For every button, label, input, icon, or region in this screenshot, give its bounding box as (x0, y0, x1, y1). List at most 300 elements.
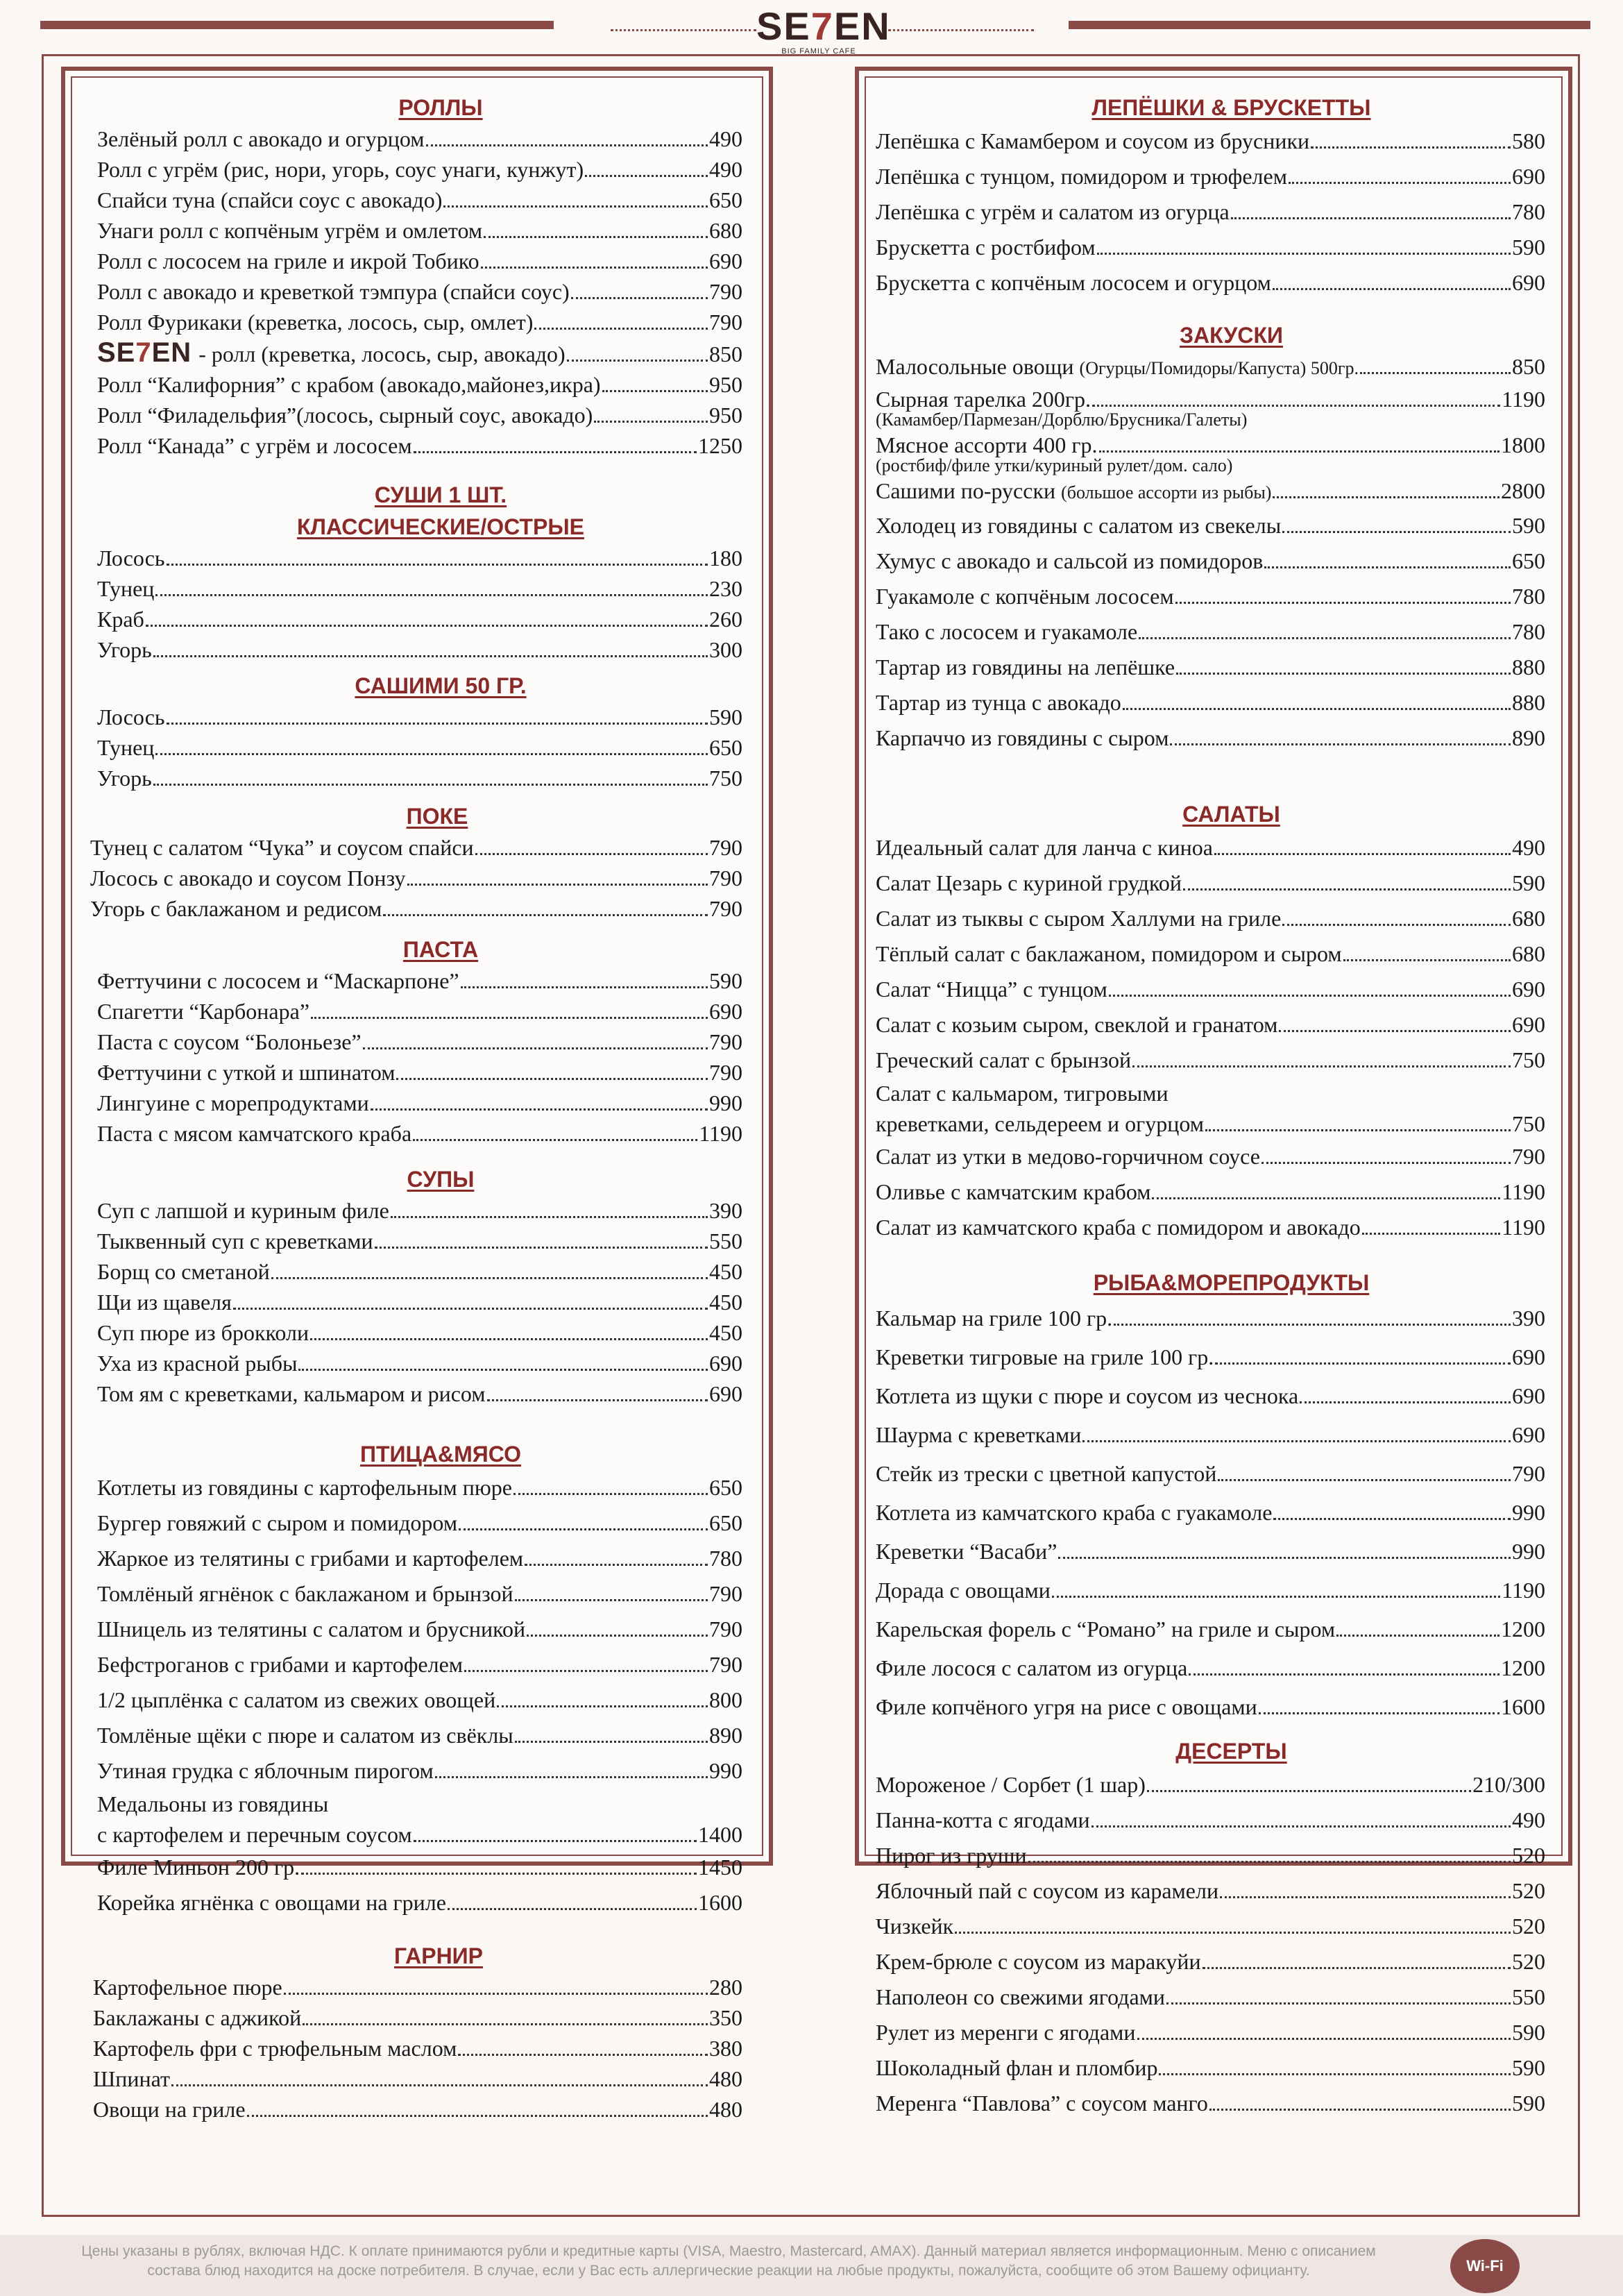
dot-leader (1097, 253, 1511, 255)
menu-item-price: 550 (1512, 1984, 1545, 2009)
dot-leader (298, 1369, 708, 1371)
menu-item-name: Краб (97, 607, 144, 632)
menu-item-price: 650 (709, 187, 742, 212)
menu-item-price: 690 (709, 1381, 742, 1406)
menu-item-price: 590 (709, 968, 742, 993)
section-title-salads: САЛАТЫ (1182, 802, 1280, 827)
menu-item-name: Суп с лапшой и куриным филе (97, 1198, 389, 1223)
menu-item (876, 2086, 1545, 2121)
menu-item (876, 159, 1545, 194)
menu-item (97, 246, 742, 276)
menu-item (97, 369, 742, 400)
dot-leader (284, 1993, 708, 1995)
header-bar-right (1069, 21, 1590, 29)
dot-leader (1203, 1967, 1511, 1969)
menu-item (876, 1610, 1545, 1648)
squid-salad-line2: креветками, сельдереем и огурцом (876, 1111, 1205, 1136)
menu-item (876, 2050, 1545, 2086)
menu-item-price: 490 (709, 126, 742, 151)
menu-item-name: Паста с соусом “Болоньезе” (97, 1029, 362, 1054)
dot-leader (301, 1873, 697, 1875)
menu-item-price: 680 (1512, 906, 1545, 931)
menu-item-name: Салат из тыквы с сыром Халлуми на гриле (876, 906, 1282, 931)
menu-item-price: 450 (709, 1259, 742, 1284)
menu-item (90, 832, 742, 863)
menu-item-name: Шницель из телятины с салатом и брусникой (97, 1617, 526, 1641)
menu-item (876, 1767, 1545, 1803)
desserts-list (876, 1767, 1545, 2121)
sushi-list (97, 543, 742, 665)
dot-leader (146, 625, 708, 627)
menu-item-name: Бефстроганов с грибами и картофелем (97, 1652, 464, 1677)
menu-item-name: Оливье с камчатским крабом (876, 1179, 1151, 1204)
menu-item-price: 520 (1512, 1914, 1545, 1939)
menu-item-price: 1600 (698, 1890, 742, 1915)
dot-leader (167, 723, 708, 725)
menu-item-price: 690 (709, 248, 742, 273)
menu-item-name: Филе копчёного угря на рисе с овощами (876, 1694, 1257, 1719)
menu-item-name: Лепёшка с Камамбером и соусом из брусники (876, 128, 1310, 153)
menu-item-price: 520 (1512, 1843, 1545, 1868)
menu-item (97, 337, 742, 369)
snacks-list (876, 508, 1545, 756)
dot-leader (525, 1564, 708, 1566)
section-title-fish: РЫБА&МОРЕПРОДУКТЫ (1093, 1270, 1370, 1295)
menu-item (876, 614, 1545, 650)
menu-item-price: 650 (1512, 548, 1545, 573)
menu-item-name: Салат Цезарь с куриной грудкой (876, 870, 1182, 895)
menu-item (97, 1718, 742, 1753)
snack-pickles: Малосольные овощи (Огурцы/Помидоры/Капуста) 500гр. 850 (876, 354, 1545, 379)
menu-item-price: 390 (1512, 1306, 1545, 1331)
dot-leader (484, 236, 708, 238)
menu-item (97, 702, 742, 732)
menu-item-name: Стейк из трески с цветной капустой (876, 1461, 1217, 1486)
menu-item-name: Брускетта с копчёным лососем и огурцом (876, 270, 1271, 295)
menu-item (876, 1007, 1545, 1043)
menu-item-name: Яблочный пай с соусом из карамели (876, 1878, 1219, 1903)
menu-item (876, 1571, 1545, 1610)
menu-item-price: 890 (1512, 725, 1545, 750)
menu-item-name: Ролл “Филадельфия”(лосось, сырный соус, авокадо) (97, 403, 593, 428)
brand-inline-logo: SE7EN (97, 337, 192, 368)
section-title-poke: ПОКЕ (406, 804, 468, 829)
menu-item-price: 1600 (1501, 1694, 1545, 1719)
menu-item-price: 690 (1512, 1344, 1545, 1369)
menu-item-name: Наполеон со свежими ягодами (876, 1984, 1166, 2009)
dot-leader (594, 421, 708, 423)
footer (0, 2235, 1623, 2296)
menu-item (876, 508, 1545, 543)
dot-leader (1336, 1635, 1499, 1637)
menu-item-name: Картофель фри с трюфельным маслом (93, 2036, 457, 2061)
menu-item-name: Тартар из тунца с авокадо (876, 690, 1121, 715)
menu-item (876, 1454, 1545, 1493)
dot-leader (1218, 1479, 1511, 1481)
dot-leader (153, 784, 708, 786)
menu-item (97, 400, 742, 430)
dot-leader (1279, 1030, 1511, 1032)
menu-item-price: 990 (709, 1090, 742, 1115)
menu-item-name: Панна-котта с ягодами (876, 1807, 1090, 1832)
section-title-sushi-sub: КЛАССИЧЕСКИЕ/ОСТРЫЕ (297, 514, 584, 539)
dot-leader (1052, 1596, 1500, 1598)
menu-item-price: 590 (1512, 2020, 1545, 2045)
menu-item-price: 590 (1512, 235, 1545, 260)
header-dots-right (888, 29, 1034, 31)
dot-leader (271, 1277, 708, 1279)
menu-item-name: Лепёшка с угрём и салатом из огурца (876, 199, 1230, 224)
menu-item-name: Филе Миньон 200 гр. (97, 1855, 300, 1880)
menu-item-price: 950 (709, 372, 742, 397)
menu-item-price: 880 (1512, 690, 1545, 715)
dot-leader (391, 1216, 708, 1218)
menu-item-price: 690 (709, 999, 742, 1024)
menu-item-name: Гуакамоле с копчёным лососем (876, 584, 1174, 609)
menu-item-price: 580 (1512, 128, 1545, 153)
section-title-sushi: СУШИ 1 ШТ. (374, 482, 507, 507)
menu-item-price: 790 (709, 310, 742, 335)
menu-item-name: Ролл “Канада” с угрём и лососем (97, 433, 412, 458)
menu-item-price: 210/300 (1472, 1772, 1545, 1797)
menu-item (876, 1337, 1545, 1376)
menu-item-price: 790 (1512, 1461, 1545, 1486)
menu-item-price: 590 (1512, 513, 1545, 538)
menu-item-price: 520 (1512, 1949, 1545, 1974)
dot-leader (1231, 217, 1511, 219)
dot-leader (1175, 602, 1511, 604)
section-title-meat: ПТИЦА&МЯСО (360, 1442, 521, 1467)
dot-leader (461, 986, 708, 988)
menu-item (876, 1043, 1545, 1078)
menu-item-price: 950 (709, 403, 742, 428)
header-dots-left (611, 29, 756, 31)
wifi-badge: Wi-Fi (1450, 2239, 1520, 2293)
menu-item-name: Суп пюре из брокколи (97, 1320, 309, 1345)
menu-item (876, 830, 1545, 866)
dot-leader (1215, 1362, 1511, 1365)
menu-item-name: Тёплый салат с баклажаном, помидором и сыром (876, 941, 1342, 966)
dot-leader (1220, 1896, 1511, 1898)
dot-leader (407, 884, 708, 886)
menu-item (876, 1873, 1545, 1909)
menu-item (97, 1885, 742, 1921)
menu-item-price: 790 (709, 896, 742, 921)
dot-leader (1147, 1790, 1471, 1792)
menu-item-price: 690 (1512, 1422, 1545, 1447)
medallions-name-line2: с картофелем и перечным соусом (97, 1822, 412, 1847)
section-title-garnish: ГАРНИР (393, 1943, 484, 1968)
menu-item-name: Томлёный ягнёнок с баклажаном и брынзой (97, 1581, 513, 1606)
menu-item (97, 1088, 742, 1118)
menu-item (97, 1287, 742, 1317)
menu-item-name: - ролл (креветка, лосось, сыр, авокадо) (198, 341, 566, 366)
menu-item (97, 1682, 742, 1718)
menu-item-price: 990 (1512, 1500, 1545, 1525)
dot-leader (311, 1017, 708, 1019)
menu-item (876, 1648, 1545, 1687)
menu-item (97, 1027, 742, 1057)
menu-item-price: 490 (1512, 835, 1545, 860)
dot-leader (567, 360, 708, 362)
dot-leader (527, 1635, 708, 1637)
menu-item-price: 1250 (698, 433, 742, 458)
menu-item-name: Лепёшка с тунцом, помидором и трюфелем (876, 164, 1287, 189)
menu-item (97, 307, 742, 337)
dot-leader (1362, 1233, 1500, 1235)
footer-line-2: состава блюд находится на доске потребителя. В случае, если у Вас есть аллергические реакции на любые продукты, пожалуйста, сообщите об этом Вашему официанту. (147, 2263, 1310, 2279)
menu-item-name: Тунец (97, 735, 155, 760)
dot-leader (571, 297, 708, 299)
menu-item-price: 380 (709, 2036, 742, 2061)
menu-item (97, 1226, 742, 1256)
dot-leader (155, 753, 708, 755)
dot-leader (396, 1078, 708, 1080)
menu-item (876, 2015, 1545, 2050)
menu-item (876, 230, 1545, 265)
garnish-list (93, 1972, 742, 2125)
menu-item-price: 650 (709, 1475, 742, 1500)
snack-meat-sub: (ростбиф/филе утки/куриный рулет/дом. сало) (876, 455, 1233, 475)
menu-item-name: Лосось (97, 546, 165, 571)
snack-cheese: Сырная тарелка 200гр. 1190 (876, 387, 1545, 412)
menu-item-price: 1190 (1502, 1179, 1545, 1204)
dot-leader (1132, 1065, 1511, 1067)
menu-item-name: Тунец с салатом “Чука” и соусом спайси (90, 835, 474, 860)
menu-item-name: Тыквенный суп с креветками (97, 1229, 373, 1253)
section-title-rolls: РОЛЛЫ (398, 95, 483, 120)
salads-list (876, 830, 1545, 1078)
menu-item-price: 590 (709, 704, 742, 729)
menu-item-price: 1450 (698, 1855, 742, 1880)
dot-leader (1028, 1861, 1511, 1863)
menu-item (876, 1299, 1545, 1337)
menu-item (97, 1541, 742, 1576)
menu-item (97, 1647, 742, 1682)
salads-list-2 (876, 1139, 1545, 1245)
menu-item (876, 1980, 1545, 2015)
section-title-soups: СУПЫ (407, 1167, 475, 1192)
menu-item-price: 790 (709, 279, 742, 304)
menu-item (97, 185, 742, 215)
menu-item-price: 750 (709, 766, 742, 791)
menu-item-name: Ролл с угрём (рис, нори, угорь, соус унаги, кунжут) (97, 157, 584, 182)
menu-item (93, 2033, 742, 2063)
dot-leader (1152, 1197, 1500, 1199)
snack-meat: Мясное ассорти 400 гр. 1800 (876, 432, 1545, 457)
poke-list (90, 832, 742, 924)
dot-leader (481, 267, 708, 269)
dot-leader (171, 2084, 708, 2086)
section-title-desserts: ДЕСЕРТЫ (1175, 1739, 1287, 1764)
menu-item-price: 650 (709, 735, 742, 760)
menu-item (876, 1139, 1545, 1174)
menu-item-name: Угорь (97, 766, 152, 791)
menu-item (97, 1057, 742, 1088)
menu-item-name: Утиная грудка с яблочным пирогом (97, 1758, 434, 1783)
menu-item-name: Ролл с лососем на гриле и икрой Тобико (97, 248, 479, 273)
dot-leader (459, 1528, 708, 1530)
dot-leader (1082, 1440, 1511, 1442)
menu-item-price: 1190 (699, 1121, 742, 1146)
menu-item-name: Креветки тигровые на гриле 100 гр. (876, 1344, 1214, 1369)
dot-leader (1273, 288, 1511, 290)
menu-item (97, 1256, 742, 1287)
menu-item-name: Борщ со сметаной (97, 1259, 270, 1284)
menu-item (97, 1576, 742, 1612)
menu-item-name: Салат с козьим сыром, свеклой и гранатом (876, 1012, 1278, 1037)
snack-sashimi: Сашими по-русски (большое ассорти из рыбы) 2800 (876, 478, 1545, 503)
section-title-breads: ЛЕПЁШКИ & БРУСКЕТТЫ (1091, 95, 1371, 120)
dot-leader (1123, 708, 1511, 710)
menu-item-price: 850 (709, 341, 742, 366)
menu-item (876, 124, 1545, 159)
snack-cheese-sub: (Камамбер/Пармезан/Дорблю/Брусника/Галеты) (876, 410, 1248, 430)
medallions-item (97, 1789, 742, 1850)
dot-leader (1282, 924, 1511, 926)
dot-leader (435, 1776, 708, 1778)
menu-item-price: 990 (1512, 1539, 1545, 1564)
dot-leader (1058, 1557, 1511, 1559)
menu-item (97, 1753, 742, 1789)
menu-item-name: Уха из красной рыбы (97, 1351, 298, 1376)
menu-item-name: Щи из щавеля (97, 1290, 232, 1315)
menu-item-name: Кальмар на гриле 100 гр. (876, 1306, 1113, 1331)
menu-item-name: Шоколадный флан и пломбир (876, 2055, 1158, 2080)
menu-item (97, 1348, 742, 1378)
menu-item (876, 685, 1545, 720)
menu-item-name: Греческий салат с брынзой (876, 1047, 1132, 1072)
dot-leader (1264, 566, 1511, 568)
menu-item (97, 1118, 742, 1149)
dot-leader (414, 451, 697, 453)
squid-salad-price: 750 (1512, 1111, 1545, 1136)
breads-list (876, 124, 1545, 301)
dot-leader (310, 1338, 708, 1340)
menu-item (876, 1210, 1545, 1245)
menu-item-price: 550 (709, 1229, 742, 1253)
menu-item-price: 800 (709, 1687, 742, 1712)
dot-leader (1170, 743, 1511, 745)
menu-item (876, 1838, 1545, 1873)
menu-item-price: 450 (709, 1320, 742, 1345)
dot-leader (383, 914, 708, 916)
menu-item-price: 1190 (1502, 1215, 1545, 1240)
menu-item-name: Котлета из щуки с пюре и соусом из чеснока (876, 1383, 1299, 1408)
dot-leader (602, 390, 708, 392)
menu-item-name: Брускетта с ростбифом (876, 235, 1096, 260)
section-title-snacks: ЗАКУСКИ (1179, 323, 1284, 348)
menu-item (97, 276, 742, 307)
menu-item-name: Лосось с авокадо и соусом Понзу (90, 866, 406, 890)
menu-item-price: 790 (709, 1617, 742, 1641)
menu-item-name: Тунец (97, 576, 155, 601)
dot-leader (1273, 1518, 1511, 1520)
squid-salad-line1: Салат с кальмаром, тигровыми (876, 1081, 1169, 1106)
menu-item (97, 965, 742, 996)
footer-line-1: Цены указаны в рублях, включая НДС. К оплате принимаются рубли и кредитные карты (VISA, Maestro, Mastercard, AMAX). Данный материал является информационным. Меню с описанием (81, 2243, 1376, 2259)
menu-item-name: Котлеты из говядины с картофельным пюре (97, 1475, 512, 1500)
menu-item-price: 280 (709, 1975, 742, 2000)
menu-item-price: 590 (1512, 870, 1545, 895)
menu-item-price: 890 (709, 1723, 742, 1748)
menu-item-price: 590 (1512, 2055, 1545, 2080)
dot-leader (458, 2054, 708, 2056)
menu-item-price: 990 (709, 1758, 742, 1783)
menu-item-price: 1200 (1501, 1617, 1545, 1641)
menu-item-price: 520 (1512, 1878, 1545, 1903)
menu-item-price: 780 (709, 1546, 742, 1571)
menu-item (93, 2002, 742, 2033)
menu-item (876, 1415, 1545, 1454)
menu-item (97, 634, 742, 665)
menu-item (876, 579, 1545, 614)
menu-item-price: 390 (709, 1198, 742, 1223)
menu-item (90, 863, 742, 893)
menu-item (97, 1505, 742, 1541)
menu-item-price: 790 (709, 1029, 742, 1054)
dot-leader (1189, 1673, 1499, 1675)
rolls-list (97, 124, 742, 461)
menu-item-price: 750 (1512, 1047, 1545, 1072)
menu-item (97, 1195, 742, 1226)
dot-leader (153, 655, 708, 657)
menu-item-name: Рулет из меренги с ягодами (876, 2020, 1136, 2045)
menu-item-price: 690 (709, 1351, 742, 1376)
menu-item-price: 690 (1512, 1383, 1545, 1408)
menu-item (97, 573, 742, 604)
menu-item-name: Салат из утки в медово-горчичном соусе (876, 1144, 1260, 1169)
menu-item (876, 1376, 1545, 1415)
menu-item-price: 790 (709, 1060, 742, 1085)
menu-item-name: Лингуине с морепродуктами (97, 1090, 369, 1115)
menu-item-price: 790 (709, 866, 742, 890)
dot-leader (1176, 673, 1511, 675)
menu-item-price: 780 (1512, 584, 1545, 609)
brand-tagline: BIG FAMILY CAFE (781, 47, 856, 56)
menu-item-name: Идеальный салат для ланча с киноа (876, 835, 1213, 860)
dot-leader (1109, 995, 1511, 997)
squid-salad-item (876, 1078, 1545, 1139)
dot-leader (426, 144, 708, 146)
menu-item-name: Мороженое / Сорбет (1 шар) (876, 1772, 1146, 1797)
menu-item-price: 790 (709, 835, 742, 860)
menu-item-price: 180 (709, 546, 742, 571)
menu-item-name: Спайси туна (спайси соус с авокадо) (97, 187, 443, 212)
menu-item-price: 790 (709, 1652, 742, 1677)
menu-item (93, 2094, 742, 2125)
medallions-price: 1400 (698, 1822, 742, 1847)
menu-item-name: Корейка ягнёнка с овощами на гриле (97, 1890, 446, 1915)
menu-item (97, 430, 742, 461)
dot-leader (1091, 1825, 1511, 1827)
dot-leader (1183, 888, 1511, 890)
dot-leader (167, 564, 708, 566)
brand-logo: SE7EN BIG FAMILY CAFE (756, 4, 891, 56)
menu-item-price: 880 (1512, 655, 1545, 679)
menu-item-price: 680 (1512, 941, 1545, 966)
dot-leader (1282, 531, 1511, 533)
menu-item-name: Холодец из говядины с салатом из свекелы (876, 513, 1282, 538)
menu-item (876, 1532, 1545, 1571)
menu-item-price: 450 (709, 1290, 742, 1315)
dot-leader (1137, 2038, 1511, 2040)
menu-item-name: Хумус с авокадо и сальсой из помидоров (876, 548, 1264, 573)
menu-item-name: Ролл с авокадо и креветкой тэмпура (спайси соус) (97, 279, 570, 304)
menu-item (876, 1493, 1545, 1532)
dot-leader (363, 1047, 708, 1049)
dot-leader (585, 175, 708, 177)
